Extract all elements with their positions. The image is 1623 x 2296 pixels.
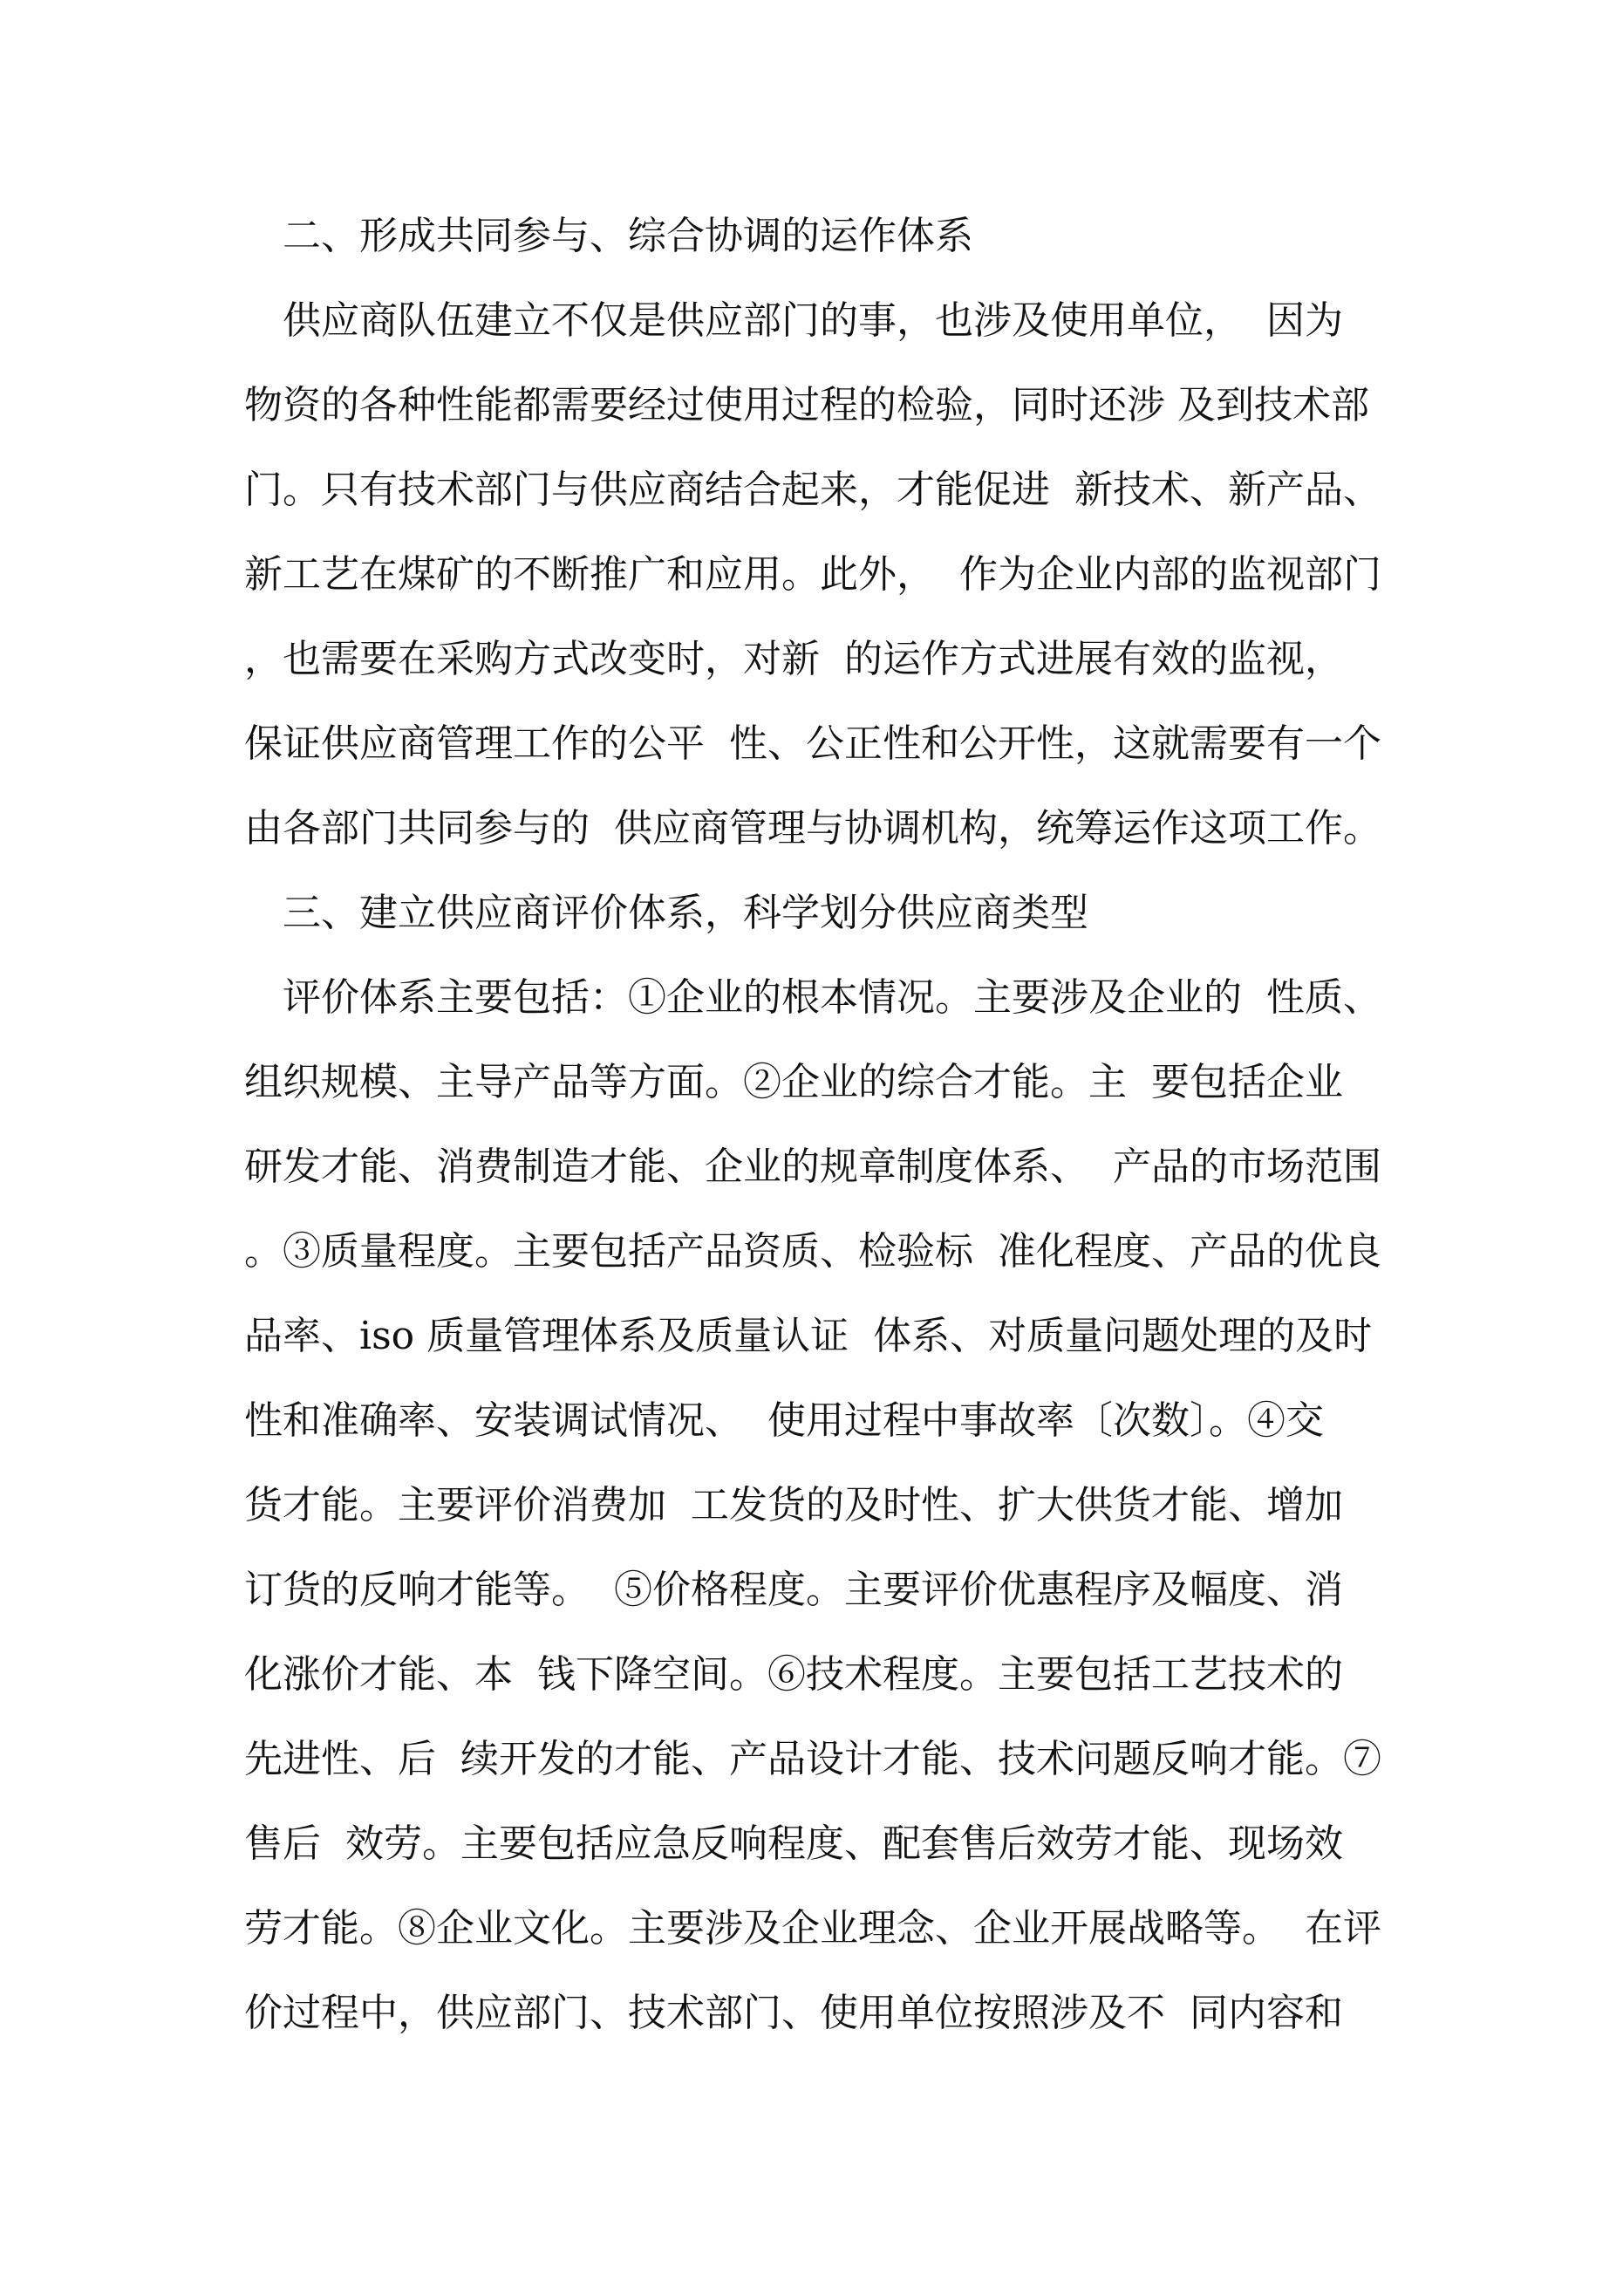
paragraph-line: 由各部门共同参与的 供应商管理与协调机构，统筹运作这项工作。 xyxy=(244,806,1381,851)
paragraph-line: 供应商队伍建立不仅是供应部门的事，也涉及使用单位， 因为 xyxy=(283,298,1343,343)
paragraph-line: 化涨价才能、本 钱下降空间。⑥技术程度。主要包括工艺技术的 xyxy=(244,1652,1343,1697)
paragraph-line: 组织规模、主导产品等方面。②企业的综合才能。主 要包括企业 xyxy=(244,1060,1343,1104)
paragraph-line: 售后 效劳。主要包括应急反响程度、配套售后效劳才能、现场效 xyxy=(244,1821,1343,1866)
paragraph-line: 新工艺在煤矿的不断推广和应用。此外， 作为企业内部的监视部门 xyxy=(244,552,1381,597)
paragraph-line: 物资的各种性能都需要经过使用过程的检验，同时还涉 及到技术部 xyxy=(244,383,1369,427)
paragraph-line: 品率、iso 质量管理体系及质量认证 体系、对质量问题处理的及时 xyxy=(244,1314,1373,1358)
paragraph-line: 门。只有技术部门与供应商结合起来，才能促进 新技术、新产品、 xyxy=(244,468,1381,512)
section-heading-2: 二、形成共同参与、综合协调的运作体系 xyxy=(283,214,973,258)
document-body xyxy=(244,194,1395,2055)
paragraph-line: 先进性、后 续开发的才能、产品设计才能、技术问题反响才能。⑦ xyxy=(244,1737,1381,1781)
paragraph-line: 价过程中，供应部门、技术部门、使用单位按照涉及不 同内容和 xyxy=(244,1991,1343,2035)
paragraph-line: 。③质量程度。主要包括产品资质、检验标 准化程度、产品的优良 xyxy=(244,1229,1381,1274)
paragraph-line: 评价体系主要包括：①企业的根本情况。主要涉及企业的 性质、 xyxy=(283,975,1381,1020)
paragraph-line: 货才能。主要评价消费加 工发货的及时性、扩大供货才能、增加 xyxy=(244,1483,1343,1527)
paragraph-line: 订货的反响才能等。 ⑤价格程度。主要评价优惠程序及幅度、消 xyxy=(244,1568,1343,1612)
section-heading-3: 三、建立供应商评价体系，科学划分供应商类型 xyxy=(283,891,1088,935)
paragraph-line: 保证供应商管理工作的公平 性、公正性和公开性，这就需要有一个 xyxy=(244,721,1381,766)
paragraph-line: 劳才能。⑧企业文化。主要涉及企业理念、企业开展战略等。 在评 xyxy=(244,1906,1381,1951)
paragraph-line: ，也需要在采购方式改变时，对新 的运作方式进展有效的监视， xyxy=(244,637,1343,681)
paragraph-line: 性和准确率、安装调试情况、 使用过程中事故率〔次数〕。④交 xyxy=(244,1398,1324,1443)
paragraph-line: 研发才能、消费制造才能、企业的规章制度体系、 产品的市场范围 xyxy=(244,1145,1381,1189)
